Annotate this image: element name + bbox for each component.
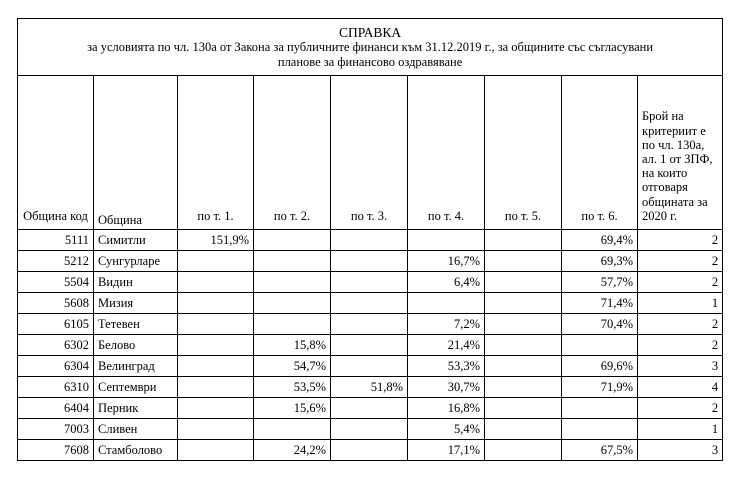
cell-p5 bbox=[485, 419, 562, 440]
cell-p3 bbox=[331, 251, 408, 272]
header-p2: по т. 2. bbox=[254, 76, 331, 230]
cell-p2 bbox=[254, 251, 331, 272]
cell-count: 2 bbox=[638, 314, 723, 335]
header-p1: по т. 1. bbox=[178, 76, 254, 230]
cell-count: 3 bbox=[638, 356, 723, 377]
cell-p4 bbox=[408, 230, 485, 251]
table-row bbox=[18, 230, 723, 251]
cell-p3: 51,8% bbox=[331, 377, 408, 398]
cell-p1 bbox=[178, 440, 254, 461]
cell-code: 7608 bbox=[18, 440, 94, 461]
cell-count: 3 bbox=[638, 440, 723, 461]
table-row bbox=[18, 440, 723, 461]
header-p6: по т. 6. bbox=[562, 76, 638, 230]
cell-name: Сливен bbox=[94, 419, 178, 440]
title-row bbox=[18, 19, 723, 76]
cell-p6 bbox=[562, 398, 638, 419]
cell-code: 6105 bbox=[18, 314, 94, 335]
cell-p1 bbox=[178, 335, 254, 356]
cell-p4 bbox=[408, 293, 485, 314]
cell-name: Симитли bbox=[94, 230, 178, 251]
header-p5: по т. 5. bbox=[485, 76, 562, 230]
cell-name: Видин bbox=[94, 272, 178, 293]
cell-p2 bbox=[254, 272, 331, 293]
cell-p3 bbox=[331, 335, 408, 356]
cell-p4: 21,4% bbox=[408, 335, 485, 356]
table-row bbox=[18, 251, 723, 272]
cell-code: 6302 bbox=[18, 335, 94, 356]
cell-p1 bbox=[178, 251, 254, 272]
title-line-2: планове за финансово оздравяване bbox=[277, 54, 463, 69]
header-p4: по т. 4. bbox=[408, 76, 485, 230]
cell-code: 5608 bbox=[18, 293, 94, 314]
cell-p2 bbox=[254, 230, 331, 251]
cell-p1 bbox=[178, 398, 254, 419]
table-row bbox=[18, 377, 723, 398]
cell-p1 bbox=[178, 356, 254, 377]
cell-p3 bbox=[331, 314, 408, 335]
cell-p3 bbox=[331, 419, 408, 440]
cell-count: 2 bbox=[638, 251, 723, 272]
cell-p5 bbox=[485, 335, 562, 356]
cell-p4: 53,3% bbox=[408, 356, 485, 377]
header-count: Брой на критериит е по чл. 130а, ал. 1 от ЗПФ, на които отговаря общината за 2020 г. bbox=[638, 76, 723, 230]
header-row bbox=[18, 76, 723, 230]
cell-p6 bbox=[562, 419, 638, 440]
cell-p4: 16,7% bbox=[408, 251, 485, 272]
cell-code: 7003 bbox=[18, 419, 94, 440]
cell-code: 6404 bbox=[18, 398, 94, 419]
cell-p6: 69,4% bbox=[562, 230, 638, 251]
cell-p2: 15,8% bbox=[254, 335, 331, 356]
cell-p5 bbox=[485, 440, 562, 461]
cell-code: 5111 bbox=[18, 230, 94, 251]
title-heading: СПРАВКА bbox=[339, 24, 402, 40]
cell-name: Сунгурларе bbox=[94, 251, 178, 272]
cell-p1 bbox=[178, 377, 254, 398]
cell-name: Тетевен bbox=[94, 314, 178, 335]
cell-p6: 69,6% bbox=[562, 356, 638, 377]
cell-name: Велинград bbox=[94, 356, 178, 377]
header-name: Община bbox=[94, 76, 178, 230]
cell-p3 bbox=[331, 293, 408, 314]
cell-p1 bbox=[178, 272, 254, 293]
header-code: Община код bbox=[18, 76, 94, 230]
cell-p1 bbox=[178, 293, 254, 314]
cell-p5 bbox=[485, 272, 562, 293]
table-row bbox=[18, 419, 723, 440]
cell-p1 bbox=[178, 419, 254, 440]
cell-count: 2 bbox=[638, 230, 723, 251]
cell-p2 bbox=[254, 293, 331, 314]
cell-p4: 30,7% bbox=[408, 377, 485, 398]
cell-p3 bbox=[331, 356, 408, 377]
table-row bbox=[18, 314, 723, 335]
table-row bbox=[18, 356, 723, 377]
cell-code: 5212 bbox=[18, 251, 94, 272]
cell-p6: 71,9% bbox=[562, 377, 638, 398]
cell-name: Септември bbox=[94, 377, 178, 398]
cell-p4: 7,2% bbox=[408, 314, 485, 335]
cell-count: 2 bbox=[638, 398, 723, 419]
cell-code: 5504 bbox=[18, 272, 94, 293]
cell-code: 6310 bbox=[18, 377, 94, 398]
cell-p5 bbox=[485, 314, 562, 335]
cell-p6: 70,4% bbox=[562, 314, 638, 335]
cell-p6: 57,7% bbox=[562, 272, 638, 293]
table-row bbox=[18, 293, 723, 314]
cell-p5 bbox=[485, 377, 562, 398]
cell-p6 bbox=[562, 335, 638, 356]
cell-p6: 67,5% bbox=[562, 440, 638, 461]
cell-p5 bbox=[485, 251, 562, 272]
cell-p1 bbox=[178, 314, 254, 335]
report-title bbox=[18, 19, 723, 76]
title-line-1: за условията по чл. 130а от Закона за публичните финанси към 31.12.2019 г., за общините със съгласувани bbox=[87, 39, 654, 54]
cell-p3 bbox=[331, 398, 408, 419]
header-p3: по т. 3. bbox=[331, 76, 408, 230]
cell-p4: 5,4% bbox=[408, 419, 485, 440]
cell-p2: 15,6% bbox=[254, 398, 331, 419]
cell-name: Перник bbox=[94, 398, 178, 419]
cell-p4: 6,4% bbox=[408, 272, 485, 293]
cell-p4: 16,8% bbox=[408, 398, 485, 419]
cell-p3 bbox=[331, 272, 408, 293]
cell-name: Белово bbox=[94, 335, 178, 356]
cell-count: 2 bbox=[638, 335, 723, 356]
cell-p5 bbox=[485, 293, 562, 314]
cell-p3 bbox=[331, 440, 408, 461]
cell-count: 4 bbox=[638, 377, 723, 398]
report-table bbox=[17, 18, 723, 461]
cell-p1: 151,9% bbox=[178, 230, 254, 251]
cell-p5 bbox=[485, 230, 562, 251]
cell-name: Мизия bbox=[94, 293, 178, 314]
cell-count: 2 bbox=[638, 272, 723, 293]
cell-p2: 53,5% bbox=[254, 377, 331, 398]
cell-p6: 69,3% bbox=[562, 251, 638, 272]
table-row bbox=[18, 398, 723, 419]
cell-p2: 24,2% bbox=[254, 440, 331, 461]
cell-p5 bbox=[485, 356, 562, 377]
cell-p3 bbox=[331, 230, 408, 251]
cell-count: 1 bbox=[638, 419, 723, 440]
table-row bbox=[18, 335, 723, 356]
report-sheet bbox=[17, 18, 723, 461]
cell-code: 6304 bbox=[18, 356, 94, 377]
cell-p5 bbox=[485, 398, 562, 419]
cell-count: 1 bbox=[638, 293, 723, 314]
cell-p4: 17,1% bbox=[408, 440, 485, 461]
cell-p2 bbox=[254, 419, 331, 440]
cell-p2 bbox=[254, 314, 331, 335]
table-row bbox=[18, 272, 723, 293]
cell-name: Стамболово bbox=[94, 440, 178, 461]
cell-p6: 71,4% bbox=[562, 293, 638, 314]
cell-p2: 54,7% bbox=[254, 356, 331, 377]
